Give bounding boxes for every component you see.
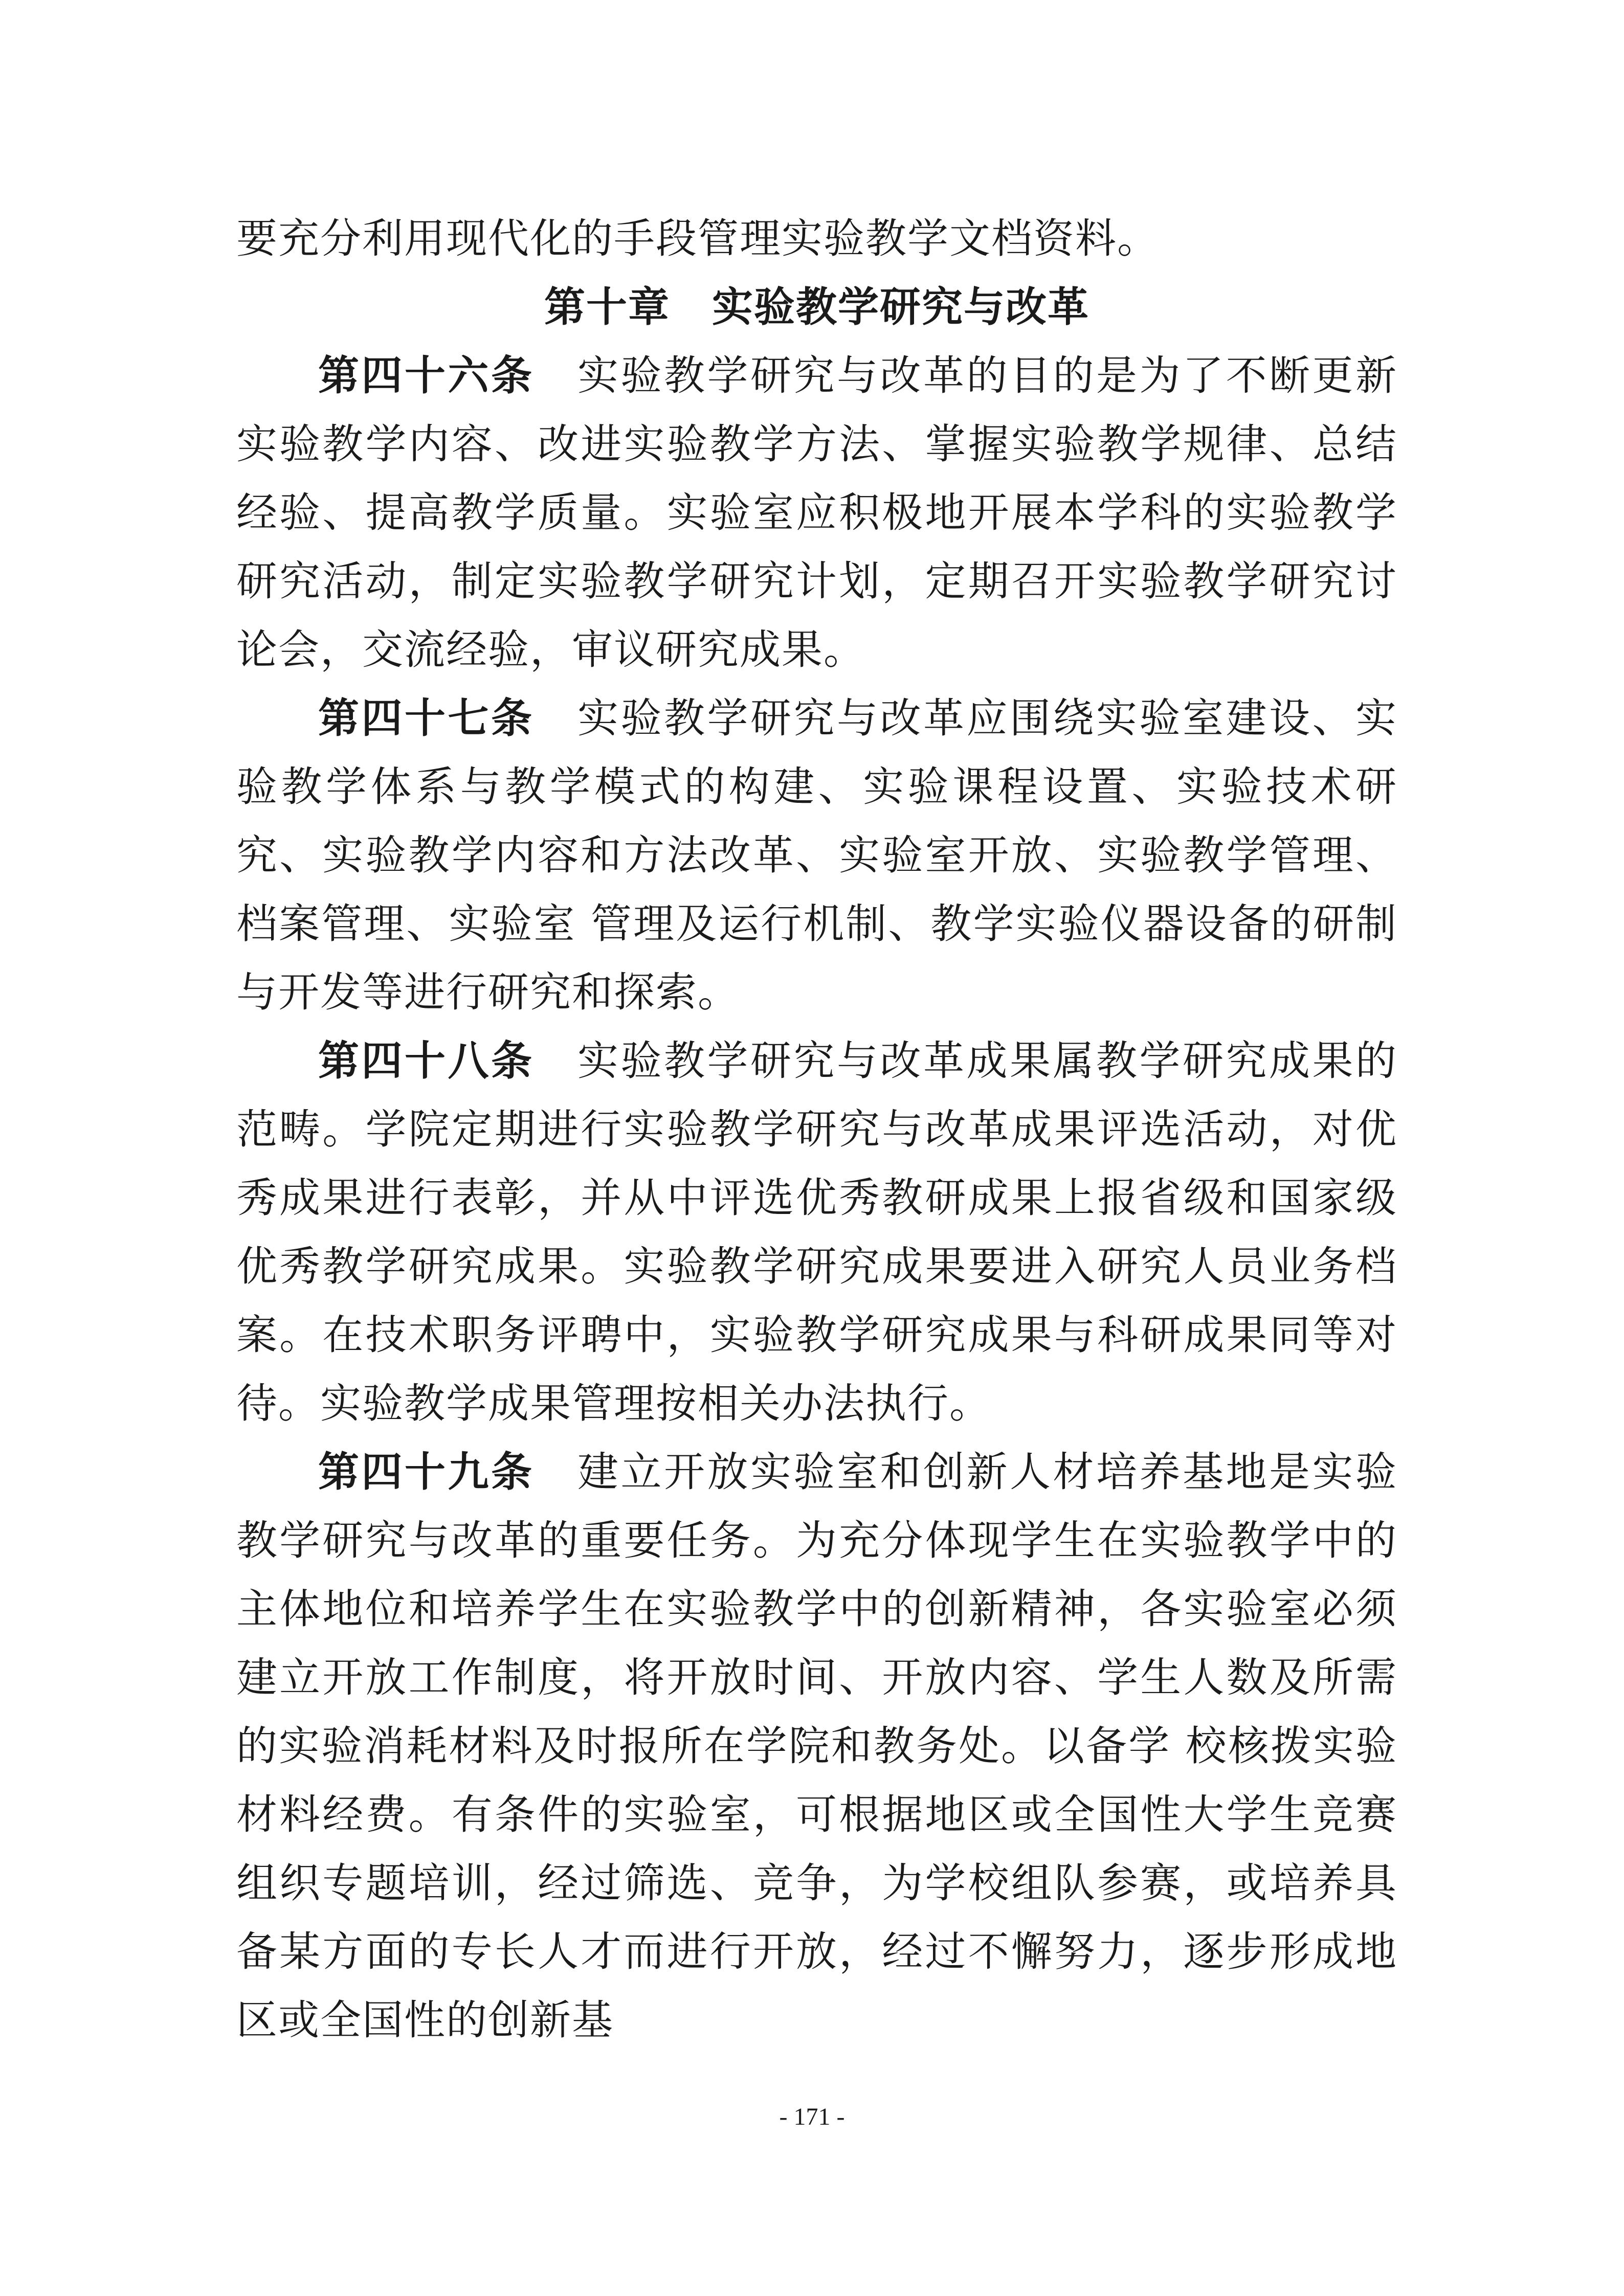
continuation-paragraph: 要充分利用现代化的手段管理实验教学文档资料。	[236, 215, 1159, 262]
article-text: 建立开放实验室和创新人材培养基地是实验教学研究与改革的重要任务。为充分体现学生在实验教学中的主体地位和培养学生在实验教学中的创新精神，各实验室必须建立开放工作制度，将开放时间、开放内容、学生人数及所需的实验消耗材料及时报所在学院和教务处。以备学 校核拨实验材料经费。有条件的实验室，可根据地区或全国性大学生竞赛组织专题培训，经过筛选、竞争，为学校组队参赛，或培养具备某方面的专长人才而进行开放，经过不懈努力，逐步形成地区或全国性的创新基	[236, 1448, 1397, 2044]
article-number: 第四十八条	[318, 1037, 535, 1085]
article-text: 实验教学研究与改革应围绕实验室建设、实验教学体系与教学模式的构建、实验课程设置、实验技术研究、实验教学内容和方法改革、实验室开放、实验教学管理、档案管理、实验室 管理及运行机制、教学实验仪器设备的研制与开发等进行研究和探索。	[236, 694, 1397, 1016]
page-number: - 171 -	[779, 2103, 845, 2130]
article-48	[236, 1027, 1397, 1438]
article-text: 实验教学研究与改革成果属教学研究成果的范畴。学院定期进行实验教学研究与改革成果评选活动，对优秀成果进行表彰，并从中评选优秀教研成果上报省级和国家级优秀教学研究成果。实验教学研究成果要进入研究人员业务档案。在技术职务评聘中，实验教学研究成果与科研成果同等对待。实验教学成果管理按相关办法执行。	[236, 1037, 1397, 1427]
article-number: 第四十九条	[318, 1448, 535, 1496]
article-47	[236, 684, 1397, 1027]
article-49	[236, 1438, 1397, 2055]
article-number: 第四十七条	[318, 694, 535, 742]
article-46	[236, 342, 1397, 684]
chapter-title: 第十章 实验教学研究与改革	[544, 283, 1089, 331]
article-text: 实验教学研究与改革的目的是为了不断更新实验教学内容、改进实验教学方法、掌握实验教学规律、总结经验、提高教学质量。实验室应积极地开展本学科的实验教学研究活动，制定实验教学研究计划，定期召开实验教学研究讨论会，交流经验，审议研究成果。	[236, 352, 1397, 673]
article-number: 第四十六条	[318, 352, 535, 399]
body-text	[236, 205, 1397, 2055]
